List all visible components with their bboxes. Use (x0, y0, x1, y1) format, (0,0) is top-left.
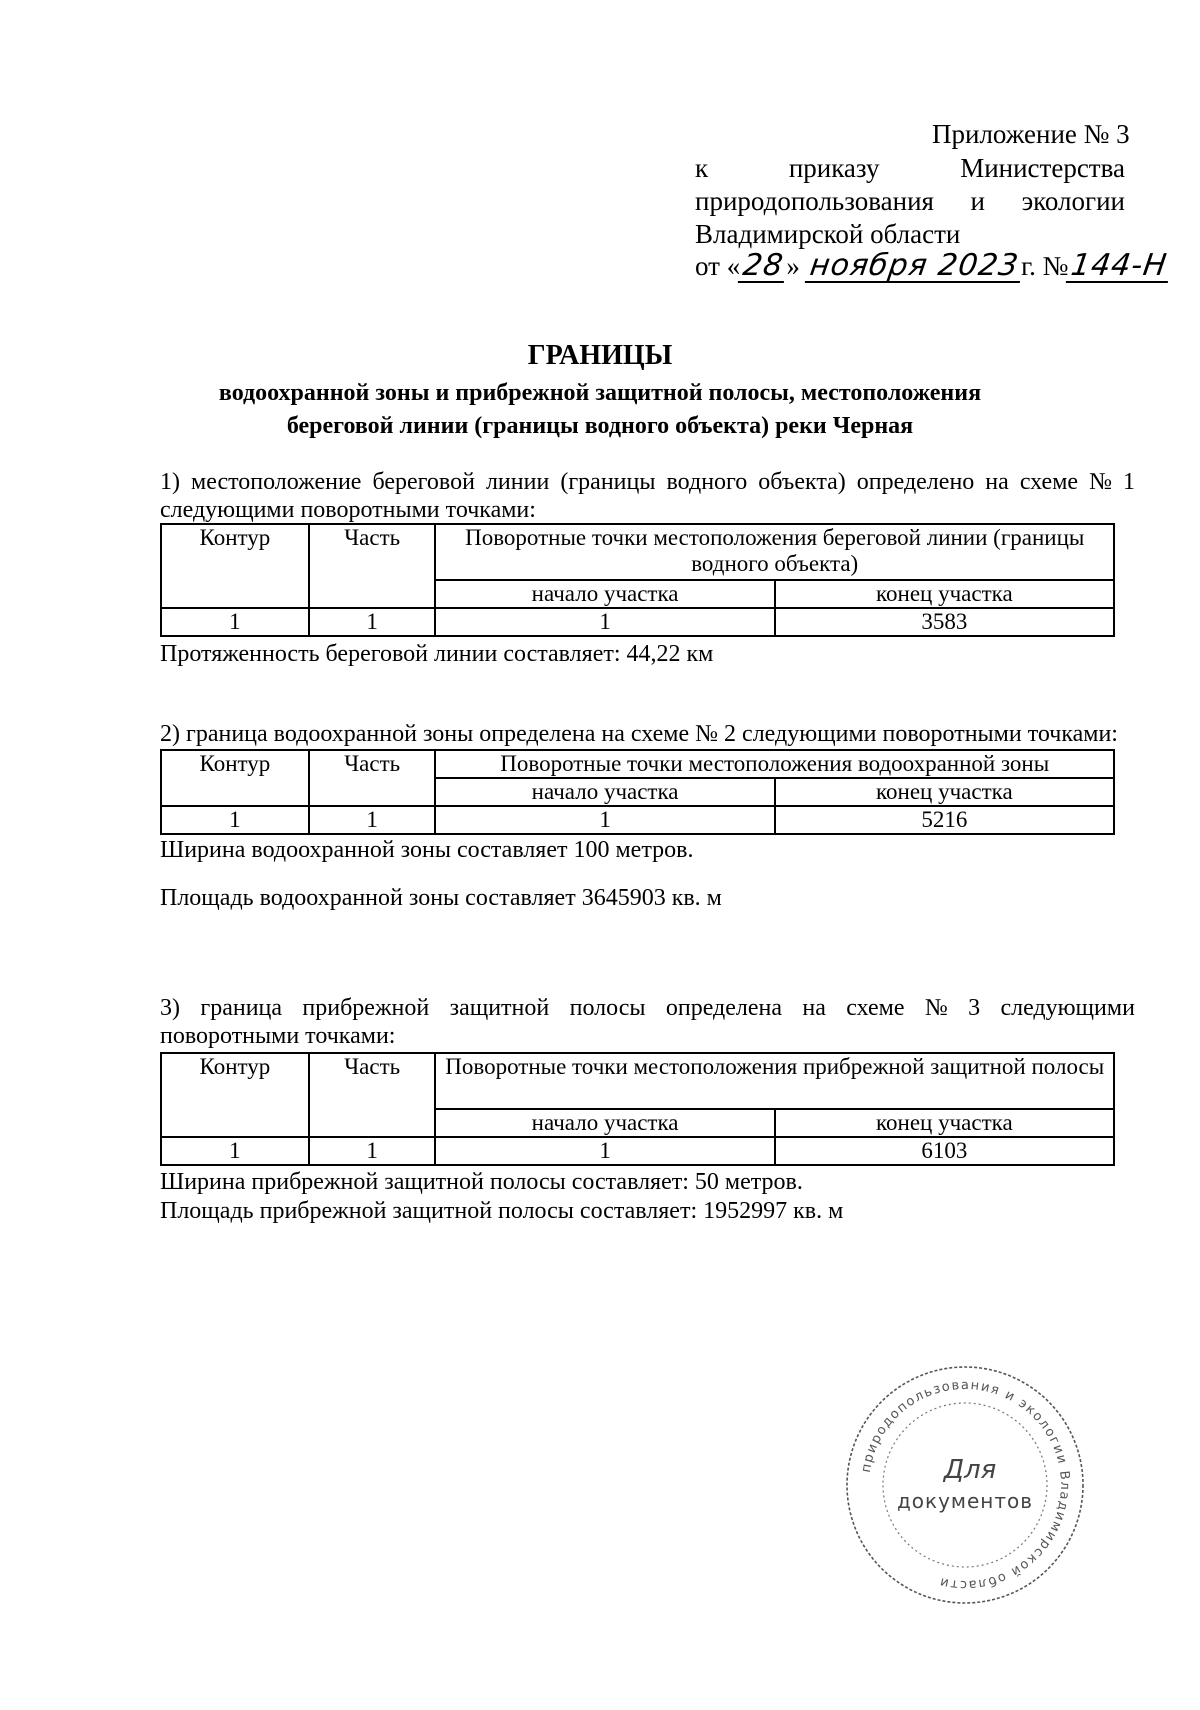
table-row (161, 608, 1114, 636)
stamp-ring-text: природопользования и экологии Владимирской области (858, 1377, 1073, 1593)
handwritten-order-number: 144-Н (1066, 251, 1172, 283)
section3-points-table (160, 1052, 1115, 1166)
intro-word: определено (856, 469, 975, 495)
header-contour: Контур (161, 524, 309, 608)
table-row (161, 806, 1114, 834)
intro-word: 1) (160, 469, 180, 495)
stamp-inner-ring (883, 1403, 1047, 1567)
appendix-line-3 (695, 185, 1125, 218)
table-header-row (161, 1053, 1114, 1109)
section2-width-note: Ширина водоохранной зоны составляет 100 метров. (160, 837, 694, 863)
intro-word: 3) (160, 995, 180, 1021)
appendix-word: и (970, 186, 985, 216)
cell-part: 1 (309, 806, 436, 834)
table-header-row (161, 524, 1114, 580)
intro-word: определена (665, 995, 783, 1021)
section2-points-table (160, 749, 1115, 835)
cell-start: 1 (435, 806, 774, 834)
cell-end: 5216 (775, 806, 1114, 834)
appendix-title: Приложение № 3 (932, 119, 1130, 149)
date-mid: » (786, 251, 800, 281)
intro-word: 1 (1122, 469, 1135, 495)
intro-word: (границы (560, 469, 656, 495)
table-row (161, 1137, 1114, 1165)
intro-word: объекта) (758, 469, 846, 495)
section3-intro-line-2: поворотными точками: (160, 1023, 396, 1049)
intro-word: № (924, 995, 948, 1021)
appendix-date-line (695, 250, 1170, 283)
table-header-row (161, 750, 1114, 778)
document-subtitle-2: береговой линии (границы водного объекта) реки Черная (286, 413, 914, 439)
section3-area-note: Площадь прибрежной защитной полосы составляет: 1952997 кв. м (160, 1198, 844, 1224)
appendix-word: к (695, 153, 709, 183)
appendix-word: Министерства (960, 153, 1125, 183)
header-points: Поворотные точки местоположения береговой линии (границы водного объекта) (435, 524, 1114, 580)
section1-length-note: Протяженность береговой линии составляет: 44,22 км (160, 641, 714, 667)
intro-word: № (1089, 469, 1112, 495)
appendix-word: приказу (788, 153, 880, 183)
header-part: Часть (309, 524, 436, 608)
intro-word: полосы (569, 995, 646, 1021)
stamp-center-line-2: документов (896, 1489, 1034, 1513)
appendix-word: экологии (1021, 186, 1125, 216)
appendix-line-2 (695, 152, 1125, 185)
header-end: конец участка (775, 778, 1114, 806)
intro-word: защитной (449, 995, 550, 1021)
header-start: начало участка (435, 580, 774, 608)
section1-intro (160, 468, 1135, 524)
cell-contour: 1 (161, 806, 309, 834)
intro-word: на (802, 995, 826, 1021)
intro-word: линии (485, 469, 550, 495)
appendix-line-4: Владимирской области (695, 219, 961, 249)
header-end: конец участка (775, 580, 1114, 608)
header-points: Поворотные точки местоположения водоохранной зоны (435, 750, 1114, 778)
header-start: начало участка (435, 1109, 774, 1137)
header-start: начало участка (435, 778, 774, 806)
cell-end: 3583 (775, 608, 1114, 636)
section3-intro-line-1 (160, 994, 1135, 1022)
header-part: Часть (309, 1053, 436, 1137)
section1-points-table (160, 523, 1115, 637)
intro-word: местоположение (191, 469, 362, 495)
section2-area-note: Площадь водоохранной зоны составляет 3645903 кв. м (160, 885, 722, 911)
round-stamp (840, 1360, 1090, 1610)
document-subtitle-1: водоохранной зоны и прибрежной защитной полосы, местоположения (218, 380, 982, 406)
cell-part: 1 (309, 1137, 436, 1165)
header-contour: Контур (161, 750, 309, 806)
intro-word: схеме (846, 995, 905, 1021)
header-contour: Контур (161, 1053, 309, 1137)
header-part: Часть (309, 750, 436, 806)
cell-start: 1 (435, 608, 774, 636)
cell-contour: 1 (161, 608, 309, 636)
header-points: Поворотные точки местоположения прибрежной защитной полосы (435, 1053, 1114, 1109)
intro-word: прибрежной (302, 995, 430, 1021)
intro-word: на (985, 469, 1009, 495)
section3-width-note: Ширина прибрежной защитной полосы составляет: 50 метров. (160, 1169, 803, 1195)
cell-contour: 1 (161, 1137, 309, 1165)
handwritten-month-year: ноября 2023 (804, 251, 1023, 283)
stamp-center-line-1: Для (943, 1455, 997, 1485)
intro-word: схеме (1019, 469, 1079, 495)
date-prefix: от « (695, 251, 741, 281)
cell-end: 6103 (775, 1137, 1114, 1165)
document-title: ГРАНИЦЫ (527, 340, 673, 371)
section1-intro-line-1 (160, 468, 1135, 496)
appendix-word: природопользования (695, 186, 934, 216)
intro-word: граница (200, 995, 283, 1021)
intro-word: следующими (1000, 995, 1135, 1021)
section1-intro-line-2: следующими поворотными точками: (160, 497, 536, 523)
section2-intro: 2) граница водоохранной зоны определена на схеме № 2 следующими поворотными точками: (160, 721, 1118, 747)
intro-word: водного (666, 469, 748, 495)
handwritten-day: 28 (738, 251, 789, 283)
intro-word: 3 (968, 995, 981, 1021)
cell-part: 1 (309, 608, 436, 636)
section3-intro (160, 994, 1135, 1050)
cell-start: 1 (435, 1137, 774, 1165)
intro-word: береговой (372, 469, 475, 495)
date-suffix: г. № (1021, 251, 1069, 281)
header-end: конец участка (775, 1109, 1114, 1137)
